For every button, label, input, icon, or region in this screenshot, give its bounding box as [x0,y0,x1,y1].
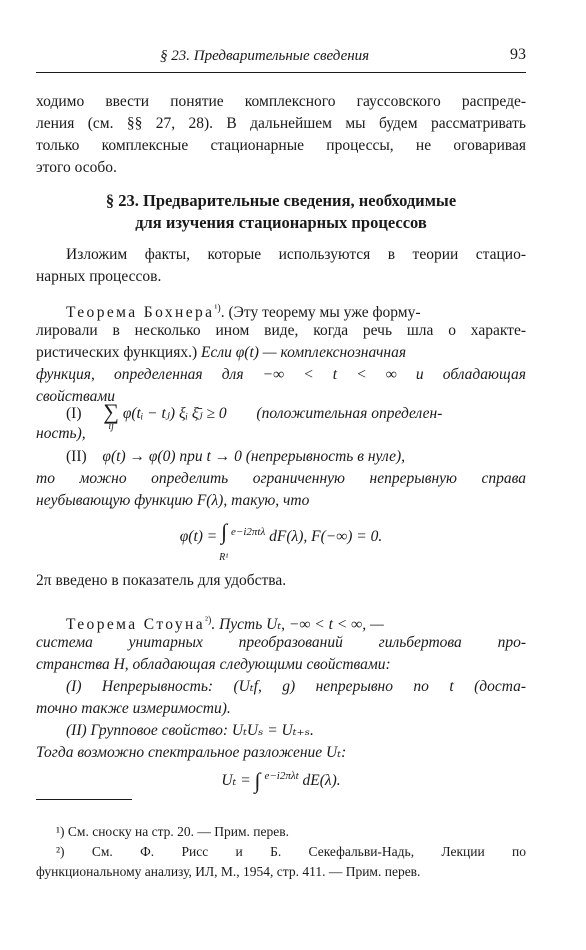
bochner-formula-exp: e−i2πtλ [231,526,266,538]
bochner-line-5: свойствами [36,388,115,405]
sum-sign: ∑ ij [103,399,119,432]
prop1-cont: ность), [36,425,86,442]
intro-line-2: ления (см. §§ 27, 28). В дальнейшем мы будем рассматривать [36,115,526,132]
prop2-text: φ(t) → φ(0) при t → 0 (непрерывность в нуле), [102,448,406,465]
integral-sign: ∫ R¹ [221,520,227,544]
bochner-line-3 [36,342,526,364]
footnote-1: ¹) См. сноску на стр. 20. — Прим. перев. [56,824,290,839]
stone-line-6: (II) Групповое свойство: UₜUₛ = Uₜ₊ₛ. [66,722,314,739]
bochner-after-2: неубывающую функцию F(λ), такую, что [36,492,310,509]
section-title-line-2: для изучения стационарных процессов [135,213,427,232]
bochner-line-2: лировали в несколько ином виде, когда речь шла о характе- [36,322,526,339]
footnote-2-line-2: функциональному анализу, ИЛ, М., 1954, стр. 411. — Прим. перев. [36,864,421,879]
para1-line-1: Изложим факты, которые используются в теории стацио- [66,246,526,263]
bochner-line-3b: Если φ(t) — комплекснозначная [201,344,407,361]
stone-formula [36,764,526,793]
page-number: 93 [510,46,526,63]
prop2-label: (II) [66,448,87,465]
bochner-line-3a: ристических функциях.) [36,344,201,361]
bochner-after-1: то можно определить ограниченную непрерывную справа [36,470,526,487]
intro-line-1: ходимо ввести понятие комплексного гауссовского распреде- [36,93,526,110]
stone-theorem-name: Теорема Стоуна [66,616,205,634]
bochner-formula [36,519,526,563]
intro-line-4: этого особо. [36,159,117,176]
prop1-label: (I) [66,405,82,422]
bochner-line-1-text: . (Эту теорему мы уже форму- [220,304,421,322]
intro-line-3: только комплексные стационарные процессы, не оговаривая [36,137,526,154]
bochner-line-4: функция, определенная для −∞ < t < ∞ и обладающая [36,366,526,383]
section-title-line-1: § 23. Предварительные сведения, необходимые [105,191,457,210]
para1-line-2: нарных процессов. [36,268,162,285]
running-header [36,46,526,73]
stone-formula-exp: e−i2πλt [264,770,299,782]
stone-line-1-text: . Пусть Uₜ, −∞ < t < ∞, — [211,616,384,634]
prop1-text: (положительная определен- [256,405,443,422]
stone-footnote-mark: ²) [204,615,212,626]
stone-formula-rest: dE(λ). [302,772,341,790]
bochner-footnote-mark: ¹) [214,303,221,314]
stone-integral-sign: ∫ [254,768,261,794]
stone-line-4: (I) Непрерывность: (Uₜf, g) непрерывно по t (доста- [66,678,526,695]
prop1-formula: φ(tᵢ − tⱼ) ξᵢ ξ̄ⱼ ≥ 0 [122,405,227,422]
bochner-theorem-name: Теорема Бохнера [66,304,215,322]
stone-line-7: Тогда возможно спектральное разложение Uₜ: [36,744,347,761]
stone-line-5: точно также измеримости). [36,700,231,717]
footnote-2-line-1: ²) См. Ф. Рисс и Б. Секефальви-Надь, Лекции по [56,844,526,859]
bochner-formula-rest: dF(λ), F(−∞) = 0. [269,528,383,546]
bochner-prop-2 [66,446,526,468]
bochner-note: 2π введено в показатель для удобства. [36,572,287,589]
stone-formula-left: Uₜ = [221,772,251,790]
stone-line-3: странства H, обладающая следующими свойствами: [36,656,391,673]
footnote-rule [36,799,132,800]
stone-line-2: система унитарных преобразований гильбертова про- [36,634,526,651]
sum-index: ij [108,421,114,432]
integral-domain: R¹ [219,552,229,563]
bochner-formula-left: φ(t) = [179,528,218,546]
header-title: § 23. Предварительные сведения [160,48,370,64]
